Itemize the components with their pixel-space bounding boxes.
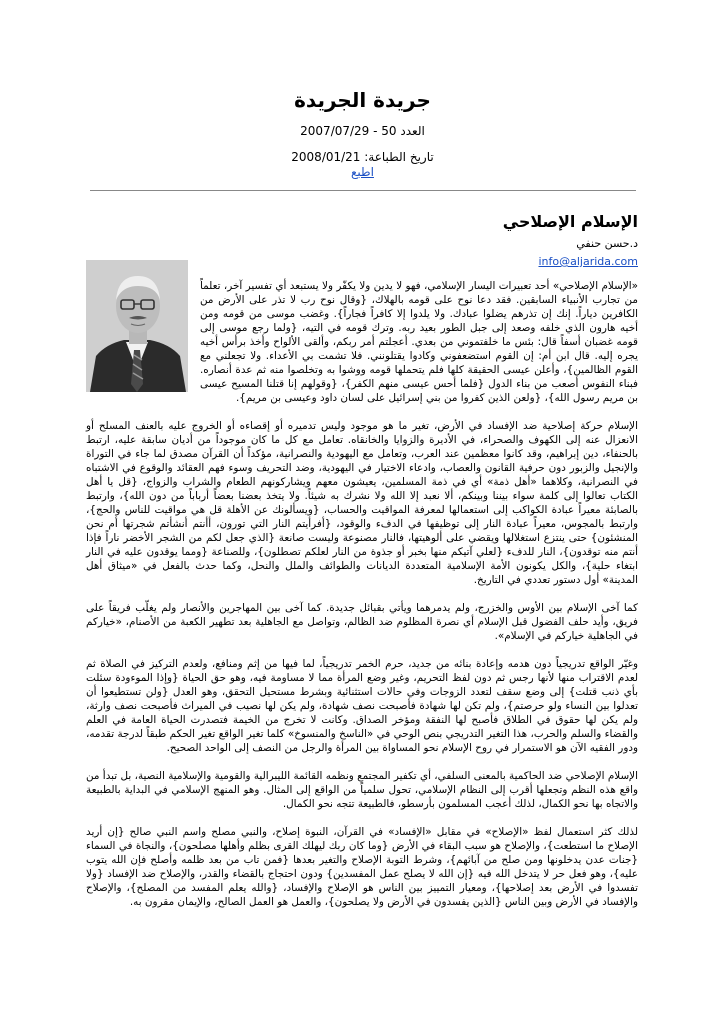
print-link[interactable]: اطبع [351, 165, 374, 179]
issue-number-date: العدد 50 - 2007/07/29 [300, 124, 425, 138]
article [86, 212, 638, 923]
article-paragraph: وغيّر الواقع تدريجياً دون هدمه وإعادة بنائه من جديد، حرم الخمر تدريجياً، لما فيها من إثم ومنافع، ولعدم التركيز في الصلاة ثم لعدم الاقتراب منها لأنها رجس ثم دون لفظ التحريم، وغير وضع المرأة مما لا مساومة فيه، وهو حق الحياة {وإذا الموءودة سئلت بأي ذنب قتلت} إلى وضع سقف لتعدد الزوجات وفي حالات استثنائية وبشرط مستحيل التحقق، وهو العدل {ولن تستطيعوا أن تعدلوا بين النساء ولو حرصتم}، ولم تكن لها شهادة فأصبحت نصف شهادة، ولم يكن لها نصيب في الميراث فأصبحت نصف وارثة، ولم يكن لها حقوق في الطلاق فأصبح لها النفقة ومؤخر الصداق. وكانت لا تخرج من الخيمة فتصدرت الحياة العامة في العلم والقضاء والسلم والحرب، هذا التغير التدريجي بنص الوحي في «الناسخ والمنسوخ» كلما تغير الواقع تغير الحكم طبقاً لدرجة تقدمه، ودور الفقيه الآن هو الاستمرار في روح الإسلام نحو المساواة بين المرأة والرجل من النصف إلى الواحد الصحيح. [86, 658, 638, 754]
article-paragraph: كما آخى الإسلام بين الأوس والخزرج، ولم يدمرهما ويأتي بقبائل جديدة. كما آخى بين المهاجرين والأنصار ولم يغلّب فريقاً على فريق، وأيد حلف الفضول قبل الإسلام أي نصرة المظلوم ضد الظالم، وتواصل مع الجاهلية بعد تطهير الكعبة من الأصنام، «خياركم في الجاهلية خياركم في الإسلام». [86, 602, 638, 642]
article-paragraph: «الإسلام الإصلاحي» أحد تعبيرات اليسار الإسلامي، فهو لا يدين ولا يكفّر ولا يستبعد أي تفسير آخر، تعلماً من تجارب الأنبياء السابقين. فقد دعا نوح على قومه بالهلاك، {وقال نوح رب لا تذر على الأرض من الكافرين دياراً. إنك إن تذرهم يضلوا عبادك. ولا يلدوا إلا كافراً فجاراً}. وغضب موسى من قومه ومن أخيه هارون الذي خلفه وصعد إلى جبل الطور بعيد ربه. وترك قومه في التيه، {ولما رجع موسى إلى قومه غضبان أسفاً قال: بئس ما خلفتموني من بعدي. أعجلتم أمر ربكم، وألقى الألواح وأخذ برأس أخيه يجره إليه. قال ابن أم: إن القوم استضعفوني وكادوا يقتلونني. فلا تشمت بي الأعداء. ولا تجعلني مع القوم الظالمين}، وأعلن عيسى الحقيقة كلها فلم يتحملها قومه ووشوا به وتخلصوا منه ثم عدة أنصاره. فبناء النفوس أصعب من بناء الدول {فلما أحس عيسى منهم الكفر}، {وقولهم إنا قتلنا المسيح عيسى بن مريم رسول الله}، {ولعن الذين كفروا من بني إسرائيل على لسان داود وعيسى بن مريم}. [200, 280, 638, 404]
article-paragraph: الإسلام حركة إصلاحية ضد الإفساد في الأرض، تغير ما هو موجود وليس تدميره أو إقصاءه أو الخروج عليه بالعنف المسلح أو الانعزال عنه إلى الكهوف والصحراء، في الأديرة والزوايا والخانقاه. تعامل مع كل ما كان موجوداً من أديان سابقة عليه، ارتبط بالحنفاء، دين إبراهيم، وقد كانوا معظمين عند العرب، وتعامل مع اليهودية والنصرانية، مؤكداً أن القرآن مصدق لما جاء في التوراة والإنجيل والزبور دون حرفية القانون والعصاب، وادعاء الاختيار في اليهودية، وضد التحريف وسوء فهم العقائد والوقوع في الاشتباه في النصرانية، وكلاهما «أهل ذمة» أي في ذمة المسلمين، يعيشون معهم ويشاركونهم الطعام والشراب والزواج، {قل يا أهل الكتاب تعالوا إلى كلمة سواء بيننا وبينكم، ألا نعبد إلا الله ولا نشرك به شيئاً. ولا يتخذ بعضنا بعضاً أرباباً من دون الله}، وارتبط بالصابئة معيراً عبادة الكواكب إلى استعمالها لمعرفة المواقيت والحساب، {ويسألونك عن الأهلة قل هي مواقيت للناس والحج}، وارتبط بالمجوس، معيراً عبادة النار إلى توظيفها في الدفء والوقود، {أفرأيتم النار التي تورون، أأنتم أنشأتم شجرتها أم نحن المنشئون} حتى ينتزع استغلالها ويقضي على ألوهيتها، فالنار مصنوعة وليست صانعة {الذي جعل لكم من الشجر الأخضر ناراً فإذا أنتم منه توقدون}، النار للدفء {لعلي آتيكم منها بخبر أو جذوة من النار لعلكم تصطلون}، وللصناعة {ومما يوقدون عليه في النار ابتغاء حلية}، والكل يكونون الأمة الإسلامية المتعددة الديانات والطوائف والملل والنحل، وكما حدث بالفعل في «ميثاق أهل المدينة» أول دستور تعددي في التاريخ. [86, 420, 638, 586]
article-title: الإسلام الإصلاحي [502, 212, 638, 231]
author-portrait-icon [86, 260, 188, 392]
print-date: تاريخ الطباعة: 2008/01/21 [291, 150, 434, 164]
header-divider [90, 190, 636, 191]
author-name: د.حسن حنفي [576, 237, 638, 250]
author-email-link[interactable]: info@aljarida.com [538, 255, 638, 268]
article-paragraph: الإسلام الإصلاحي ضد الحاكمية بالمعنى السلفي، أي تكفير المجتمع ونظمه القائمة الليبرالية والقومية والإسلامية النصية، بل تبدأ من واقع هذه النظم وتجعلها أقرب إلى النظام الإسلامي، تحول سلمياً من الواقع إلى المثال. وهو المنهج الإسلامي في البداية بالطبيعة والاتجاه بها نحو الكمال، لذلك أعجب المسلمون بأرسطو، فالطبيعة تتجه نحو الكمال. [86, 770, 638, 810]
article-paragraph: لذلك كثر استعمال لفظ «الإصلاح» في مقابل «الإفساد» في القرآن، النبوة إصلاح، والنبي مصلح واسم النبي صالح {إن أريد الإصلاح ما استطعت}، والإصلاح هو سبب البقاء في الأرض {وما كان ربك ليهلك القرى بظلم وأهلها مصلحون}، والنجاة في السماء {جنات عدن يدخلونها ومن صلح من آبائهم}، وشرط التوبة الإصلاح والتغير بعدها {فمن تاب من بعد ظلمه وأصلح فإن الله يتوب عليه}، وهو فعل حر لا يتدخل الله فيه {إن الله لا يصلح عمل المفسدين} ودون احتجاج بالقضاء والقدر، والإصلاح ضد الإفساد {ولا تفسدوا في الأرض بعد إصلاحها}، ومعيار التمييز بين الناس هو الإصلاح والإفساد، {والله يعلم المفسد من المصلح}، والإصلاح والإفساد في الأرض وبين الناس {الذين يفسدون في الأرض ولا يصلحون}، والعمل هو العمل الصالح، والإيمان مقرون به. [86, 826, 638, 908]
newspaper-name: جريدة الجريدة [294, 88, 431, 112]
